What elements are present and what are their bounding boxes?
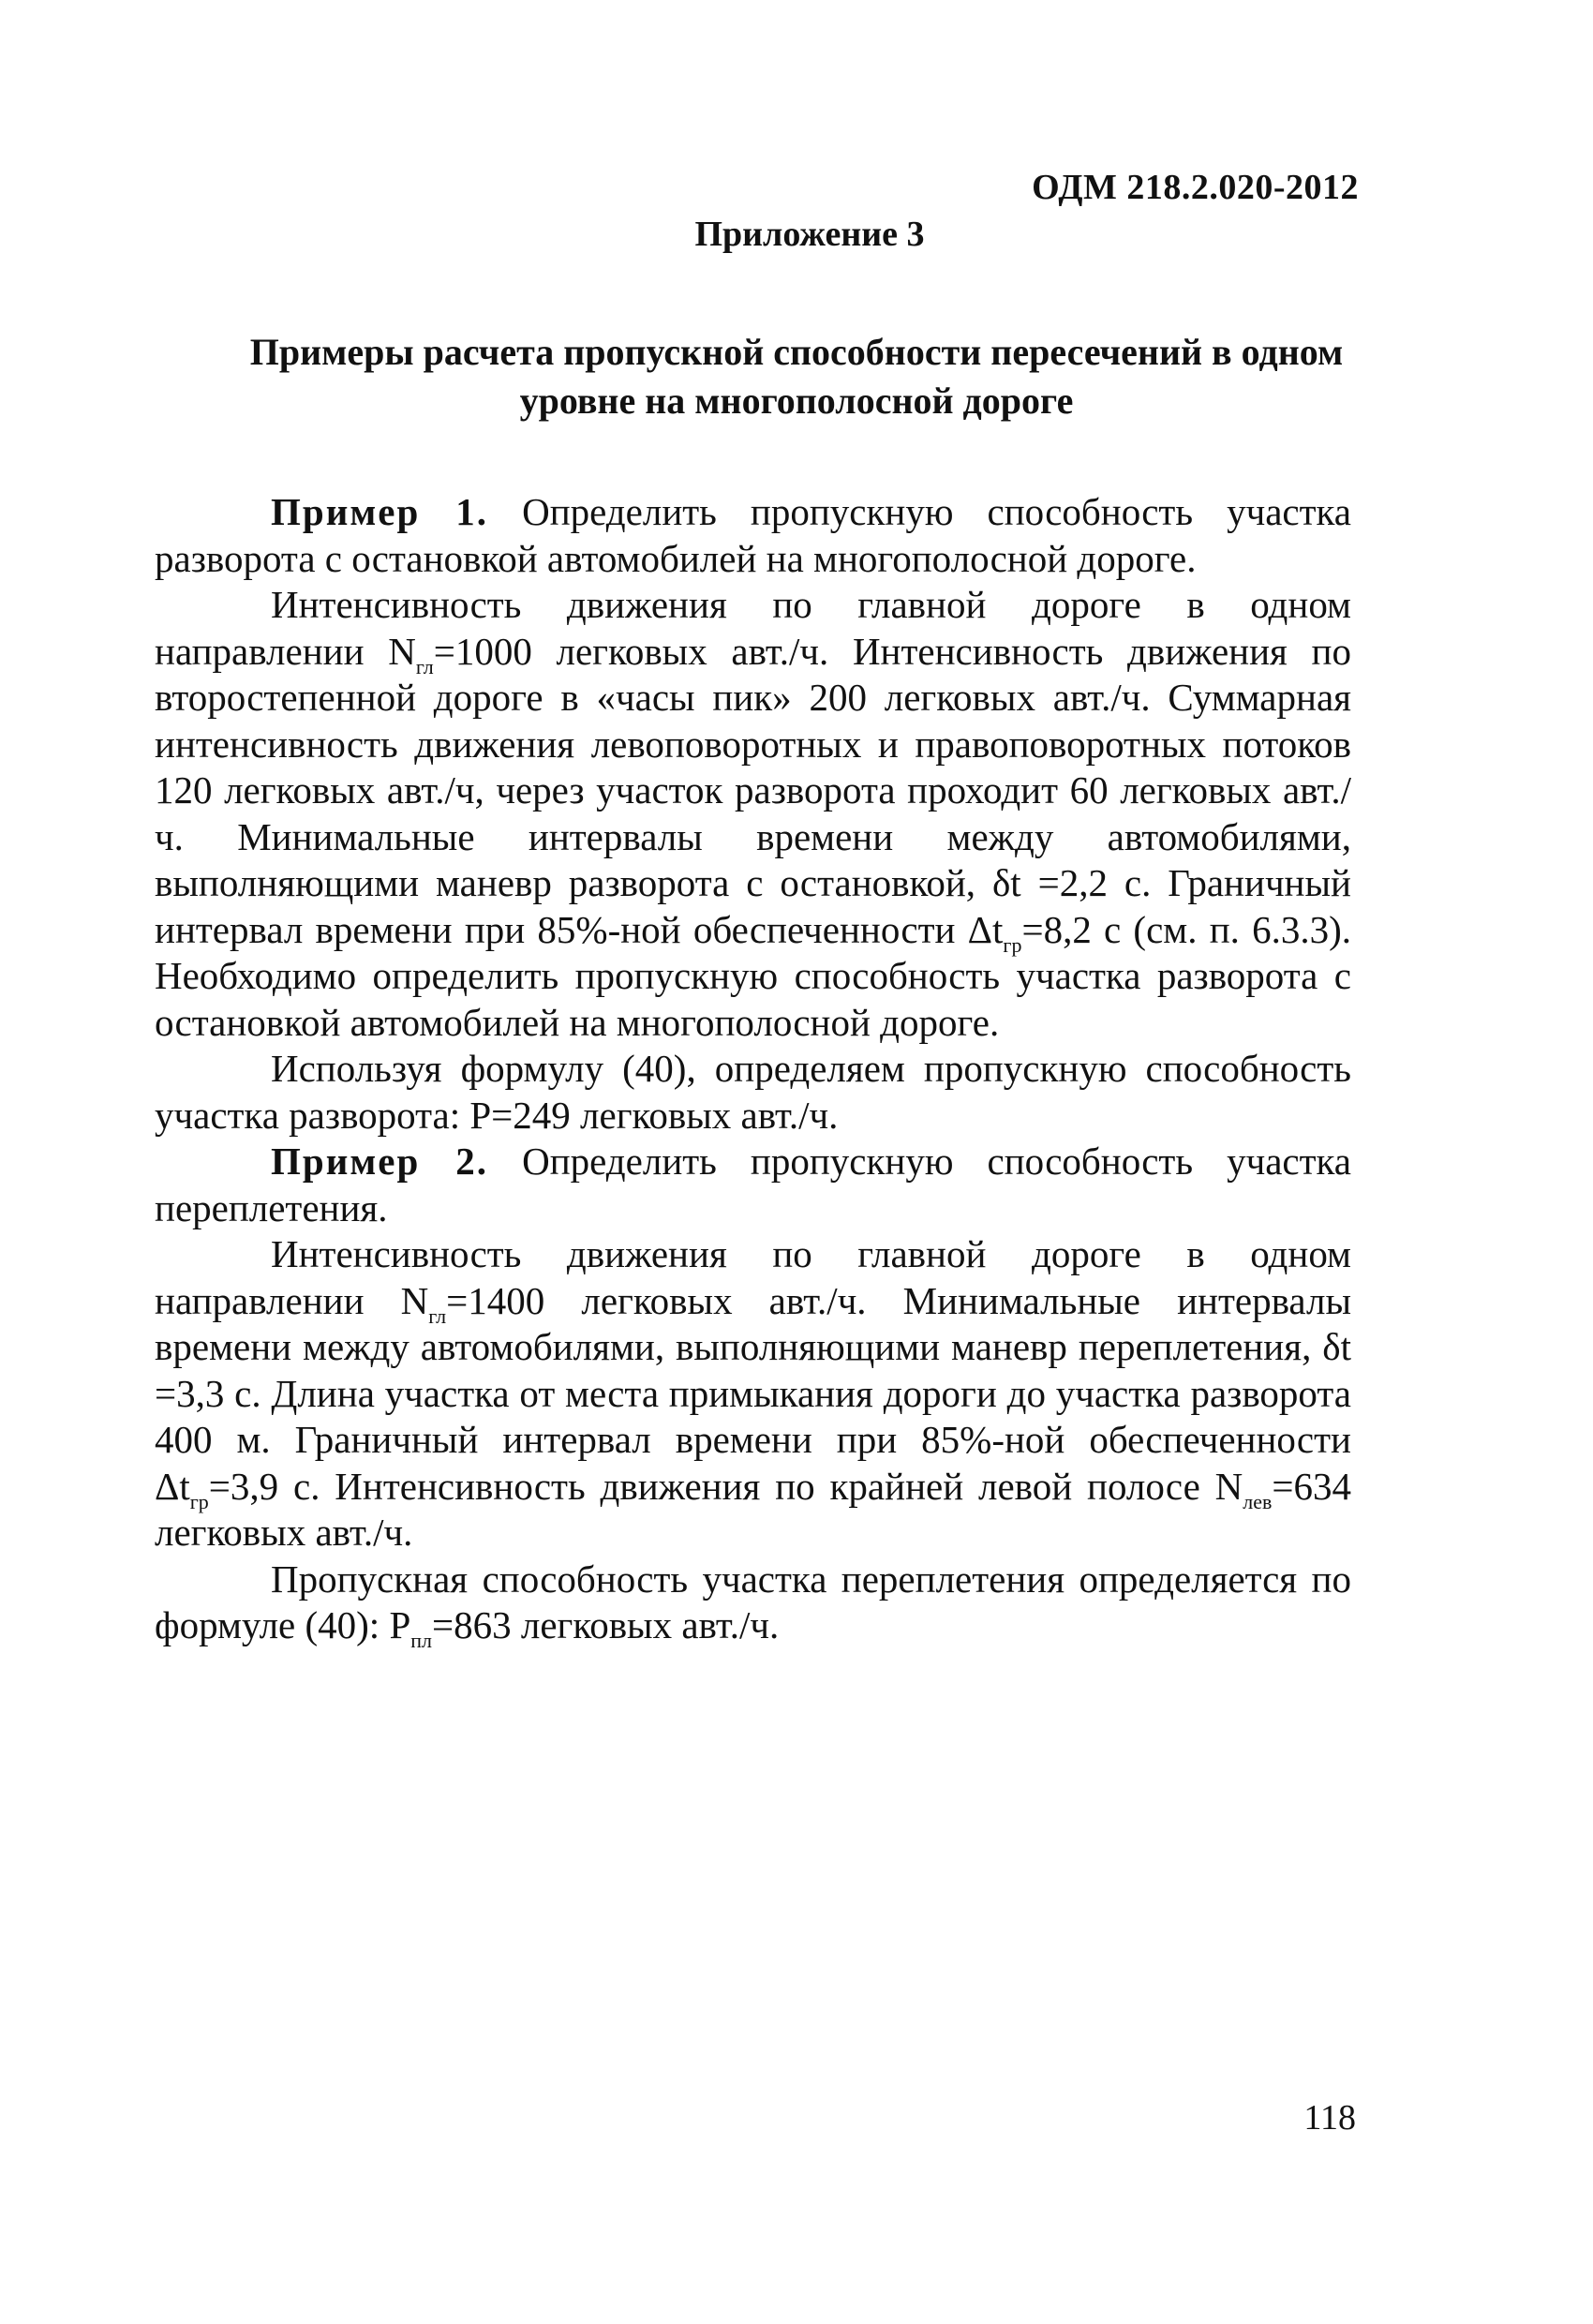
example-1-label: Пример 1. xyxy=(271,490,489,533)
appendix-title: Приложение 3 xyxy=(694,215,925,254)
example-2-conditions-text-b: =1400 легковых авт./ч. Минимальные интервалы времени между автомобилями, выполняющими маневр переплетения, δt =3,3 с. Длина участка от места примыкания дороги до участка разворота 400 м. Граничный интервал времени при 85%-ной обеспеченности Δt xyxy=(155,1278,1351,1508)
example-2-task xyxy=(155,1139,1351,1231)
example-2-conditions xyxy=(155,1231,1351,1557)
example-2-result-text-b: =863 легковых авт./ч. xyxy=(432,1603,780,1646)
section-heading xyxy=(159,328,1434,425)
page-number: 118 xyxy=(1303,2098,1356,2138)
example-2-result xyxy=(155,1557,1351,1652)
example-2-conditions-text-a: Интенсивность движения по главной дороге в одном направлении N xyxy=(155,1232,1351,1322)
subscript-gr: гр xyxy=(1003,932,1022,957)
example-1-conditions-text-a: Интенсивность движения по главной дороге в одном направлении N xyxy=(155,583,1351,673)
subscript-gl: гл xyxy=(415,654,434,678)
example-2-conditions-text-c: =3,9 с. Интенсивность движения по крайней левой полосе N xyxy=(208,1464,1243,1508)
example-1-task-text: Определить пропускную способность участка разворота с остановкой автомобилей на многополосной дороге. xyxy=(155,490,1351,580)
example-2-result-text-a: Пропускная способность участка переплетения определяется по формуле (40): Р xyxy=(155,1557,1351,1646)
example-1-conditions-text-b: =1000 легковых авт./ч. Интенсивность движения по второстепенной дороге в «часы пик» 200 легковых авт./ч. Суммарная интенсивность движения левоповоротных и правоповоротных потоков 120 легковых авт./ч, через участок разворота проходит 60 легковых авт./ч. Минимальные интервалы времени между автомобилями, выполняющими маневр разворота с остановкой, δt =2,2 с. Граничный интервал времени при 85%-ной обеспеченности Δt xyxy=(155,629,1351,951)
document-code: ОДМ 218.2.020-2012 xyxy=(1032,168,1359,207)
example-1-conditions-text-c: =8,2 с (см. п. 6.3.3). Необходимо определить пропускную способность участка разворота с остановкой автомобилей на многополосной дороге. xyxy=(155,907,1351,1044)
example-1-conditions xyxy=(155,582,1351,1046)
example-1-result: Используя формулу (40), определяем пропускную способность участка разворота: Р=249 легковых авт./ч. xyxy=(155,1047,1351,1137)
subscript-pl: пл xyxy=(410,1629,433,1652)
example-2-task-text: Определить пропускную способность участка переплетения. xyxy=(155,1140,1351,1229)
subscript-gl: гл xyxy=(428,1304,447,1328)
example-2-label: Пример 2. xyxy=(271,1140,489,1183)
body-text xyxy=(155,489,1351,1652)
subscript-lev: лев xyxy=(1243,1489,1273,1513)
example-1-task xyxy=(155,489,1351,582)
heading-line-1: Примеры расчета пропускной способности пересечений в одном xyxy=(249,331,1344,373)
subscript-gr: гр xyxy=(189,1489,209,1513)
example-2-conditions-text-d: =634 легковых авт./ч. xyxy=(155,1464,1351,1554)
heading-line-2: уровне на многополосной дороге xyxy=(519,380,1074,422)
